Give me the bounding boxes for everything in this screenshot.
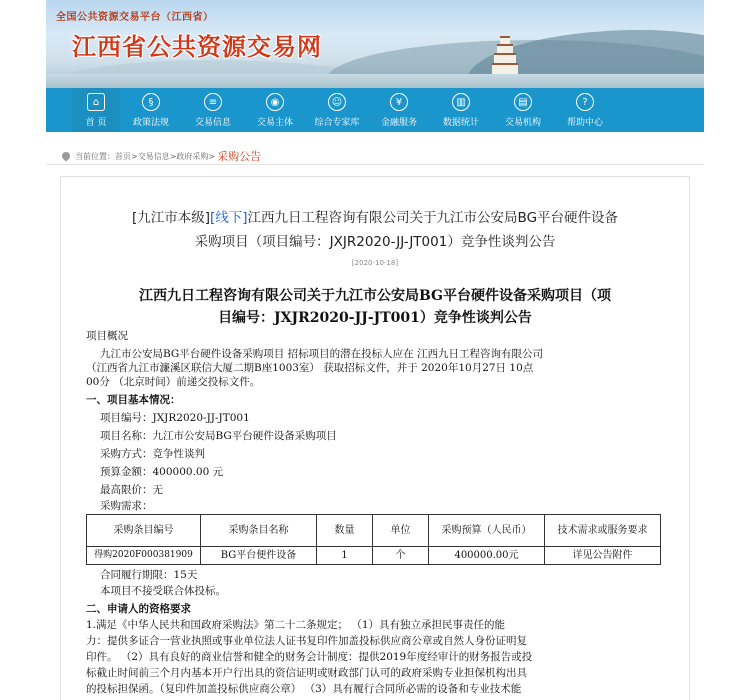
nav-label: 交易主体	[256, 118, 293, 128]
banner-lake	[46, 74, 704, 88]
nav-item-policy[interactable]	[120, 88, 182, 132]
stats-icon: ▥	[452, 93, 470, 111]
nav-item-help[interactable]	[554, 88, 616, 132]
notice-title-tag-link[interactable]: [线下]	[210, 210, 248, 226]
body-line: 项目名称：九江市公安局BG平台硬件设备采购项目	[100, 430, 337, 442]
notice-heading-line2: 目编号：JXJR2020-JJ-JT001）竞争性谈判公告	[218, 310, 532, 326]
institution-icon: ▤	[514, 93, 532, 111]
nav-item-institution[interactable]	[492, 88, 554, 132]
table-row	[87, 547, 661, 565]
body-line: 力：提供多证合一营业执照或事业单位法人证书复印件加盖投标供应商公章或自然人身份证明复	[86, 635, 527, 647]
breadcrumb-home[interactable]: 首页	[115, 151, 131, 161]
nav-item-stats[interactable]	[430, 88, 492, 132]
nav-label: 交易机构	[504, 118, 541, 128]
breadcrumb-current: 采购公告	[217, 150, 262, 163]
nav-item-home[interactable]	[72, 88, 120, 132]
table-cell: 得购2020F000381909	[87, 547, 201, 565]
body-line: （江西省九江市濂溪区联信大厦二期B座1003室） 获取招标文件，并于 2020年10月27日 10点	[86, 362, 534, 374]
table-header-row	[87, 515, 661, 547]
body-line: 采购需求：	[100, 500, 153, 512]
nav-label: 数据统计	[442, 118, 479, 128]
table-cell: 1	[317, 547, 373, 565]
trade-info-icon: ≡	[204, 93, 222, 111]
breadcrumb-separator: >	[169, 151, 177, 161]
finance-icon: ¥	[390, 93, 408, 111]
notice-title	[62, 207, 688, 229]
table-header: 技术需求或服务要求	[545, 515, 661, 547]
notice-title-text: 江西九日工程咨询有限公司关于九江市公安局BG平台硬件设备	[247, 210, 619, 226]
breadcrumb-separator: >	[208, 151, 216, 161]
nav-item-trade-entity[interactable]	[244, 88, 306, 132]
body-line: 的投标担保函。（复印件加盖投标供应商公章） （3）具有履行合同所必需的设备和专业技术能	[86, 683, 522, 695]
banner-pavilion	[492, 36, 518, 76]
table-header: 采购条目编号	[87, 515, 201, 547]
site-subtitle: 全国公共资源交易平台（江西省）	[56, 12, 214, 23]
location-icon	[60, 150, 71, 161]
divider	[46, 164, 704, 165]
body-line: 本项目不接受联合体投标。	[100, 585, 226, 597]
site-title[interactable]: 江西省公共资源交易网	[72, 33, 322, 61]
nav-label: 金融服务	[380, 118, 417, 128]
body-line: 合同履行期限：15天	[100, 569, 198, 581]
notice-heading-line1: 江西九日工程咨询有限公司关于九江市公安局BG平台硬件设备采购项目（项	[138, 288, 612, 304]
expert-icon: ☺	[328, 93, 346, 111]
body-line: 00分 （北京时间）前递交投标文件。	[86, 376, 261, 388]
body-line: 最高限价：无	[100, 484, 163, 496]
main-nav	[46, 88, 704, 132]
nav-label: 交易信息	[194, 118, 231, 128]
table-cell: 个	[373, 547, 429, 565]
breadcrumb-gov-procurement[interactable]: 政府采购	[176, 151, 209, 161]
trade-entity-icon: ◉	[266, 93, 284, 111]
nav-item-finance[interactable]	[368, 88, 430, 132]
policy-icon: §	[142, 93, 160, 111]
body-line: 1.满足《中华人民共和国政府采购法》第二十二条规定； （1）具有独立承担民事责任的能	[86, 619, 506, 631]
nav-item-expert[interactable]	[306, 88, 368, 132]
section-heading: 二、申请人的资格要求	[86, 603, 191, 615]
body-line: 印件。 （2）具有良好的商业信誉和健全的财务会计制度：提供2019年度经审计的财务报告或投	[86, 651, 533, 663]
nav-label: 政策法规	[132, 118, 169, 128]
body-line: 预算金额：400000.00 元	[100, 466, 224, 478]
notice-title-line2: 采购项目（项目编号：JXJR2020-JJ-JT001）竞争性谈判公告	[194, 234, 556, 250]
breadcrumb	[62, 148, 261, 164]
body-line: 采购方式：竞争性谈判	[100, 448, 205, 460]
body-line: 标截止时间前三个月内基本开户行出具的资信证明或财政部门认可的政府采购专业担保机构出具	[86, 667, 527, 679]
publish-date: [2020-10-18]	[351, 259, 399, 267]
table-header: 数量	[317, 515, 373, 547]
table-cell: 400000.00元	[429, 547, 545, 565]
breadcrumb-prefix: 当前位置：	[75, 151, 115, 161]
help-icon: ?	[576, 93, 594, 111]
section-heading: 一、项目基本情况：	[86, 394, 181, 406]
body-line: 项目概况	[86, 330, 128, 342]
breadcrumb-separator: >	[131, 151, 138, 161]
body-line: 项目编号：JXJR2020-JJ-JT001	[100, 412, 250, 424]
table-header: 采购预算（人民币）	[429, 515, 545, 547]
notice-title-region: [九江市本级]	[131, 210, 210, 226]
table-header: 采购条目名称	[201, 515, 317, 547]
nav-label: 首 页	[85, 118, 107, 128]
nav-label: 帮助中心	[566, 118, 603, 128]
nav-label: 综合专家库	[314, 118, 360, 128]
table-cell: BG平台便件设备	[201, 547, 317, 565]
table-header: 单位	[373, 515, 429, 547]
procurement-items-table	[86, 514, 661, 565]
home-icon: ⌂	[87, 93, 105, 111]
body-line: 九江市公安局BG平台硬件设备采购项目 招标项目的潜在投标人应在 江西九日工程咨询有限公司	[100, 348, 543, 360]
table-cell: 详见公告附件	[545, 547, 661, 565]
breadcrumb-trade-info[interactable]: 交易信息	[137, 151, 170, 161]
nav-item-trade-info[interactable]	[182, 88, 244, 132]
